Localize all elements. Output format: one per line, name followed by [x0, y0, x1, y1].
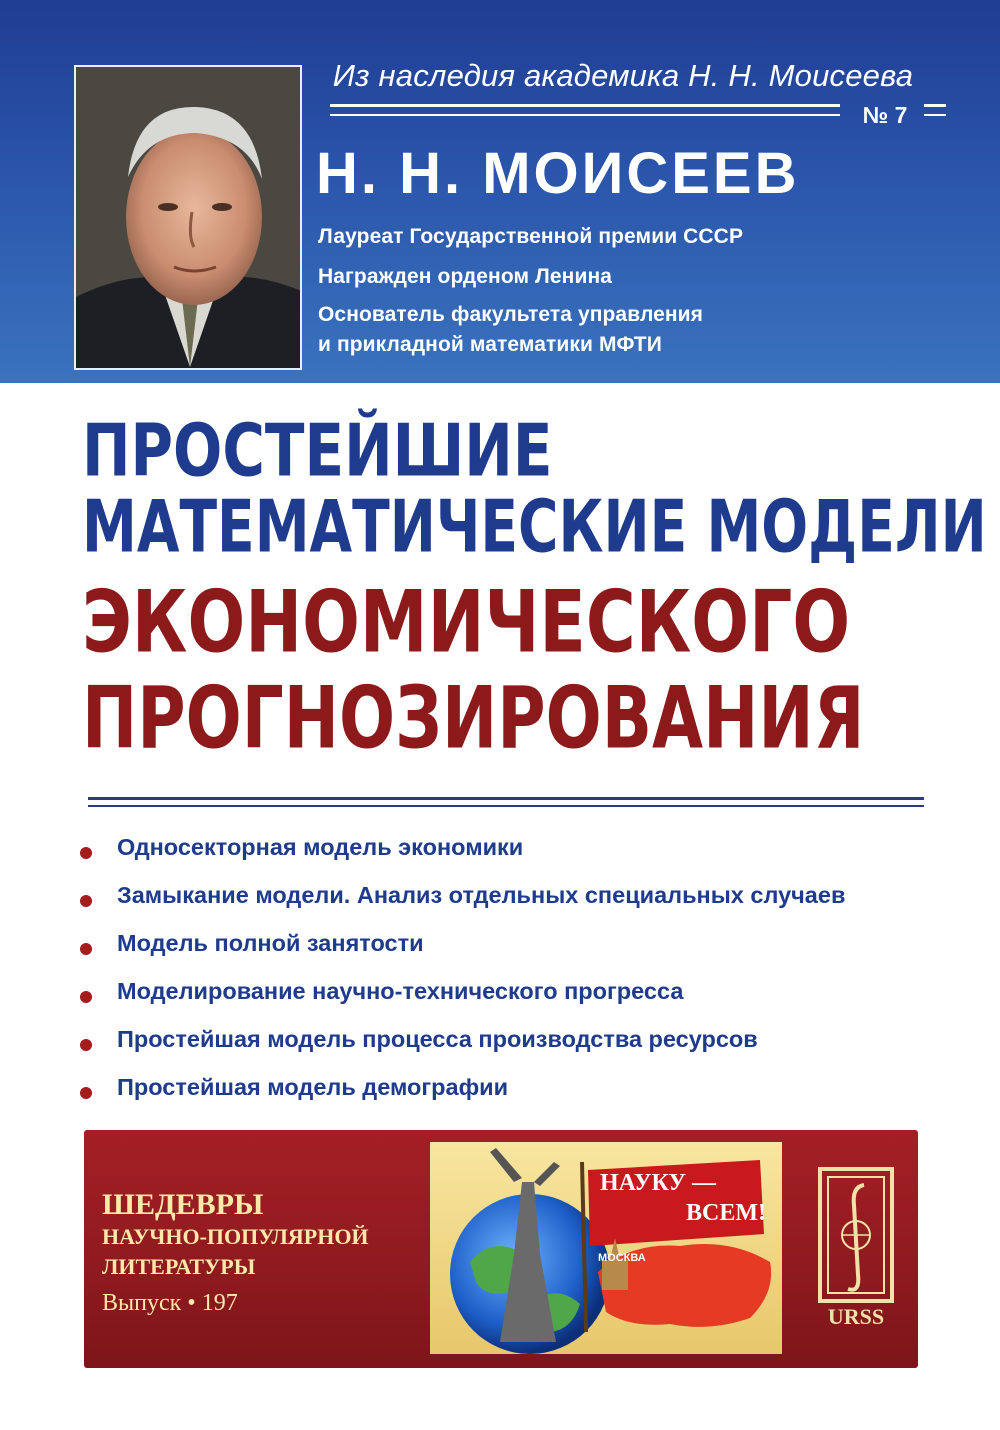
author-portrait	[74, 65, 302, 370]
flag-text-science: НАУКУ —	[600, 1170, 717, 1196]
bullet-icon	[80, 1039, 92, 1051]
collection-title-line-2: НАУЧНО-ПОПУЛЯРНОЙ	[102, 1224, 369, 1249]
list-item-label: Моделирование научно-технического прогресса	[117, 978, 684, 1004]
book-title-line-2: МАТЕМАТИЧЕСКИЕ МОДЕЛИ	[82, 484, 987, 569]
book-title-line-1: ПРОСТЕЙШИЕ	[82, 408, 553, 493]
list-item-label: Односекторная модель экономики	[117, 834, 524, 860]
series-issue-number: № 7	[862, 102, 908, 128]
collection-title-line-1: ШЕДЕВРЫ	[102, 1188, 264, 1221]
merit-line: Основатель факультета управления	[318, 303, 704, 326]
merit-line: Лауреат Государственной премии СССР	[318, 225, 744, 248]
bullet-icon	[80, 943, 92, 955]
title-divider-bottom	[88, 805, 924, 807]
author-name: Н. Н. МОИСЕЕВ	[316, 141, 800, 206]
series-rule-top	[330, 104, 840, 107]
list-item-label: Простейшая модель процесса производства ресурсов	[117, 1026, 758, 1052]
collection-title-line-3: ЛИТЕРАТУРЫ	[102, 1254, 256, 1279]
book-title-line-3: ЭКОНОМИЧЕСКОГО	[82, 572, 851, 673]
collection-issue: Выпуск • 197	[102, 1290, 238, 1316]
merit-line: и прикладной математики МФТИ	[318, 333, 662, 356]
list-item-label: Замыкание модели. Анализ отдельных специальных случаев	[117, 882, 846, 908]
list-item-label: Простейшая модель демографии	[117, 1074, 509, 1100]
bullet-icon	[80, 1087, 92, 1099]
flag-text-for-all: ВСЕМ!	[686, 1200, 766, 1226]
book-title-line-4: ПРОГНОЗИРОВАНИЯ	[82, 668, 865, 769]
publisher-name: URSS	[827, 1304, 885, 1329]
merit-line: Награжден орденом Ленина	[318, 265, 613, 288]
issue-rule-top	[924, 104, 946, 107]
bullet-icon	[80, 895, 92, 907]
series-title: Из наследия академика Н. Н. Моисеева	[332, 58, 914, 93]
series-rule-bottom	[330, 114, 840, 116]
title-divider-top	[88, 797, 924, 800]
bullet-icon	[80, 991, 92, 1003]
list-item-label: Модель полной занятости	[117, 930, 424, 956]
issue-rule-bottom	[924, 114, 946, 116]
map-city-label: МОСКВА	[598, 1252, 646, 1264]
bullet-icon	[80, 847, 92, 859]
